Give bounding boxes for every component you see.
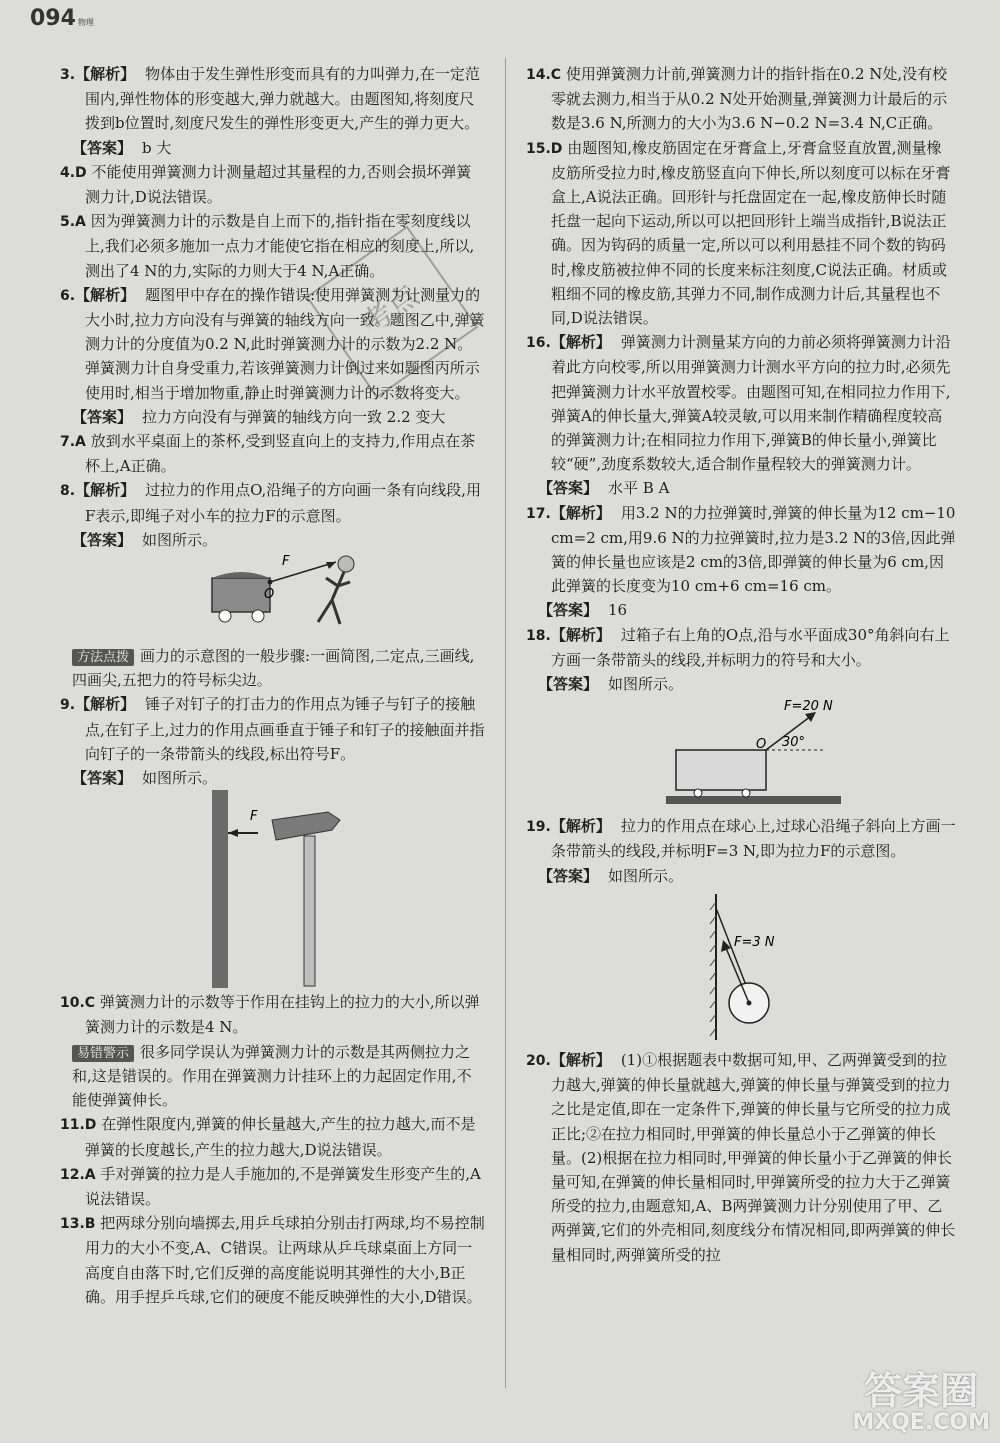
answer-13: 13.B 把两球分别向墙掷去,用乒乓球拍分别击打两球,均不易控制用力的大小不变,A、C错误。让两球从乒乓球桌面上方同一高度自由落下时,它们反弹的高度能说明其弹性的大小,B正确。用手捏乒乓球,它们的硬度不能反映弹性的大小,D错误。 bbox=[60, 1214, 485, 1306]
box-force-diagram bbox=[526, 696, 956, 814]
cart-pull-diagram bbox=[60, 552, 485, 644]
answer-14: 14.C 使用弹簧测力计前,弹簧测力计的指针指在0.2 N处,没有校零就去测力,相当于从0.2 N处开始测量,弹簧测力计最后的示数是3.6 N,所测力的大小为3.6 N−0.2 N=3.4 N,C正确。 bbox=[526, 65, 948, 133]
answer-7: 7.A 放到水平桌面上的茶杯,受到竖直向上的支持力,作用点在茶杯上,A正确。 bbox=[60, 432, 476, 476]
answer-17: 17.【解析】 用3.2 N的力拉弹簧时,弹簧的伸长量为12 cm−10 cm=2 cm,用9.6 N的力拉弹簧时,拉力是3.2 N的3倍,因此弹簧的伸长量也应该是2 cm的3倍,即弹簧的伸长量为6 cm,因此弹簧的长度变为10 cm+6 cm=16 cm。 bbox=[526, 503, 956, 596]
warning-tip-badge: 易错警示 bbox=[72, 1045, 134, 1062]
method-tip: 方法点拨 画力的示意图的一般步骤:一画简图,二定点,三画线,四画尖,五把力的符号标尖边。 bbox=[72, 647, 475, 690]
warning-tip: 易错警示 很多同学误认为弹簧测力计的示数是其两侧拉力之和,这是错误的。作用在弹簧测力计挂环上的力起固定作用,不能使弹簧伸长。 bbox=[72, 1042, 472, 1110]
fig8-f-label: F bbox=[282, 554, 290, 570]
fig18-angle-label: 30° bbox=[782, 735, 806, 751]
stamp: 考点 bbox=[306, 226, 479, 399]
answer-16-key: 【答案】 水平 B A bbox=[538, 479, 670, 498]
page-subject: 物理 bbox=[77, 18, 94, 27]
answer-4: 4.D 不能使用弹簧测力计测量超过其量程的力,否则会损坏弹簧测力计,D说法错误。 bbox=[60, 162, 472, 207]
answer-6: 6.【解析】 题图甲中存在的操作错误:使用弹簧测力计测量力的大小时,拉力方向没有与弹簧的轴线方向一致。题图乙中,弹簧测力计的分度值为0.2 N,此时弹簧测力计的示数为2.2 N。弹簧测力计自身受重力,若该弹簧测力计倒过来如题图丙所示使用时,相当于增加物重,静止时弹簧测力计的示数将变大。 bbox=[60, 285, 485, 402]
answer-18: 18.【解析】 过箱子右上角的O点,沿与水平面成30°角斜向右上方画一条带箭头的线段,并标明力的符号和大小。 bbox=[526, 625, 950, 669]
answer-10: 10.C 弹簧测力计的示数等于作用在挂钩上的拉力的大小,所以弹簧测力计的示数是4 N。 bbox=[60, 993, 480, 1037]
answer-11: 11.D 在弹性限度内,弹簧的伸长量越大,产生的拉力越大,而不是弹簧的长度越长,产生的拉力越大,D说法错误。 bbox=[60, 1115, 476, 1159]
answer-3-key: 【答案】 b 大 bbox=[72, 138, 172, 157]
page-number: 094 物理 bbox=[30, 6, 94, 31]
fig18-o-label: O bbox=[756, 737, 767, 753]
answer-20: 20.【解析】 (1)①根据题表中数据可知,甲、乙两弹簧受到的拉力越大,弹簧的伸长量就越大,弹簧的伸长量与弹簧受到的拉力之比是定值,即在一定条件下,弹簧的伸长量与它所受的拉力成正比;②在拉力相同时,甲弹簧的伸长量总小于乙弹簧的伸长量。(2)根据在拉力相同时,甲弹簧的伸长量小于乙弹簧的伸长量可知,在弹簧的伸长量相同时,甲弹簧所受的拉力大于乙弹簧所受的拉力,由题意知,A、B两弹簧测力计分别使用了甲、乙两弹簧,它们的外壳相同,刻度线分布情况相同,即两弹簧的伸长量相同时,两弹簧所受的拉 bbox=[526, 1050, 956, 1264]
answer-9: 9.【解析】 锤子对钉子的打击力的作用点为锤子与钉子的接触点,在钉子上,过力的作用点画垂直于锤子和钉子的接触面并指向钉子的一条带箭头的线段,标出符号F。 bbox=[60, 695, 485, 763]
answer-16: 16.【解析】 弹簧测力计测量某方向的力前必须将弹簧测力计沿着此方向校零,所以用弹簧测力计测水平方向的拉力时,必须先把弹簧测力计水平放置校零。由题图可知,在相同拉力作用下,弹簧A的伸长量大,弹簧A较灵敏,可以用来制作精确程度较高的弹簧测力计;在相同拉力作用下,弹簧B的伸长量小,弹簧比较“硬”,劲度系数较大,适合制作量程较大的弹簧测力计。 bbox=[526, 333, 951, 474]
answer-8-key: 【答案】 如图所示。 bbox=[72, 530, 218, 549]
method-tip-badge: 方法点拨 bbox=[72, 649, 134, 666]
fig8-o-label: O bbox=[264, 587, 275, 603]
answer-8: 8.【解析】 过拉力的作用点O,沿绳子的方向画一条有向线段,用F表示,即绳子对小车的拉力F的示意图。 bbox=[60, 481, 482, 525]
left-column bbox=[60, 62, 485, 1309]
answer-18-key: 【答案】 如图所示。 bbox=[538, 675, 684, 694]
right-column bbox=[526, 62, 956, 1267]
watermark: 答案圈 MXQE.COM bbox=[852, 1369, 990, 1435]
fig9-f-label: F bbox=[250, 809, 258, 825]
column-divider bbox=[505, 58, 506, 1388]
answer-19-key: 【答案】 如图所示。 bbox=[538, 866, 684, 885]
answer-5: 5.A 因为弹簧测力计的示数是自上而下的,指针指在零刻度线以上,我们必须多施加一点力才能使它指在相应的刻度上,所以,测出了4 N的力,实际的力则大于4 N,A正确。 bbox=[60, 212, 475, 280]
answer-3: 3.【解析】 物体由于发生弹性形变而具有的力叫弹力,在一定范围内,弹性物体的形变越大,弹力就越大。由题图知,将刻度尺拨到b位置时,刻度尺发生的弹性形变更大,产生的弹力更大。 bbox=[60, 65, 480, 133]
fig18-force-label: F=20 N bbox=[784, 699, 833, 715]
answer-19: 19.【解析】 拉力的作用点在球心上,过球心沿绳子斜向上方画一条带箭头的线段,并标明F=3 N,即为拉力F的示意图。 bbox=[526, 817, 956, 861]
hanging-ball-diagram bbox=[526, 888, 956, 1048]
answer-6-key: 【答案】 拉力方向没有与弹簧的轴线方向一致 2.2 变大 bbox=[72, 407, 446, 426]
hammer-nail-diagram bbox=[60, 790, 485, 990]
answer-12: 12.A 手对弹簧的拉力是人手施加的,不是弹簧发生形变产生的,A说法错误。 bbox=[60, 1164, 481, 1208]
fig19-force-label: F=3 N bbox=[734, 934, 775, 950]
answer-17-key: 【答案】 16 bbox=[538, 601, 628, 620]
answer-15: 15.D 由题图知,橡皮筋固定在牙膏盒上,牙膏盒竖直放置,测量橡皮筋所受拉力时,橡皮筋竖直向下伸长,所以刻度可以标在牙膏盒上,A说法正确。回形针与托盘固定在一起,橡皮筋伸长时随托盘一起向下运动,所以可以把回形针上端当成指针,B说法正确。因为钩码的质量一定,所以可以利用悬挂不同个数的钩码时,橡皮筋被拉伸不同的长度来标注刻度,C说法正确。材质或粗细不同的橡皮筋,其弹力不同,制作成测力计后,其量程也不同,D说法错误。 bbox=[526, 138, 951, 328]
answer-9-key: 【答案】 如图所示。 bbox=[72, 769, 218, 788]
